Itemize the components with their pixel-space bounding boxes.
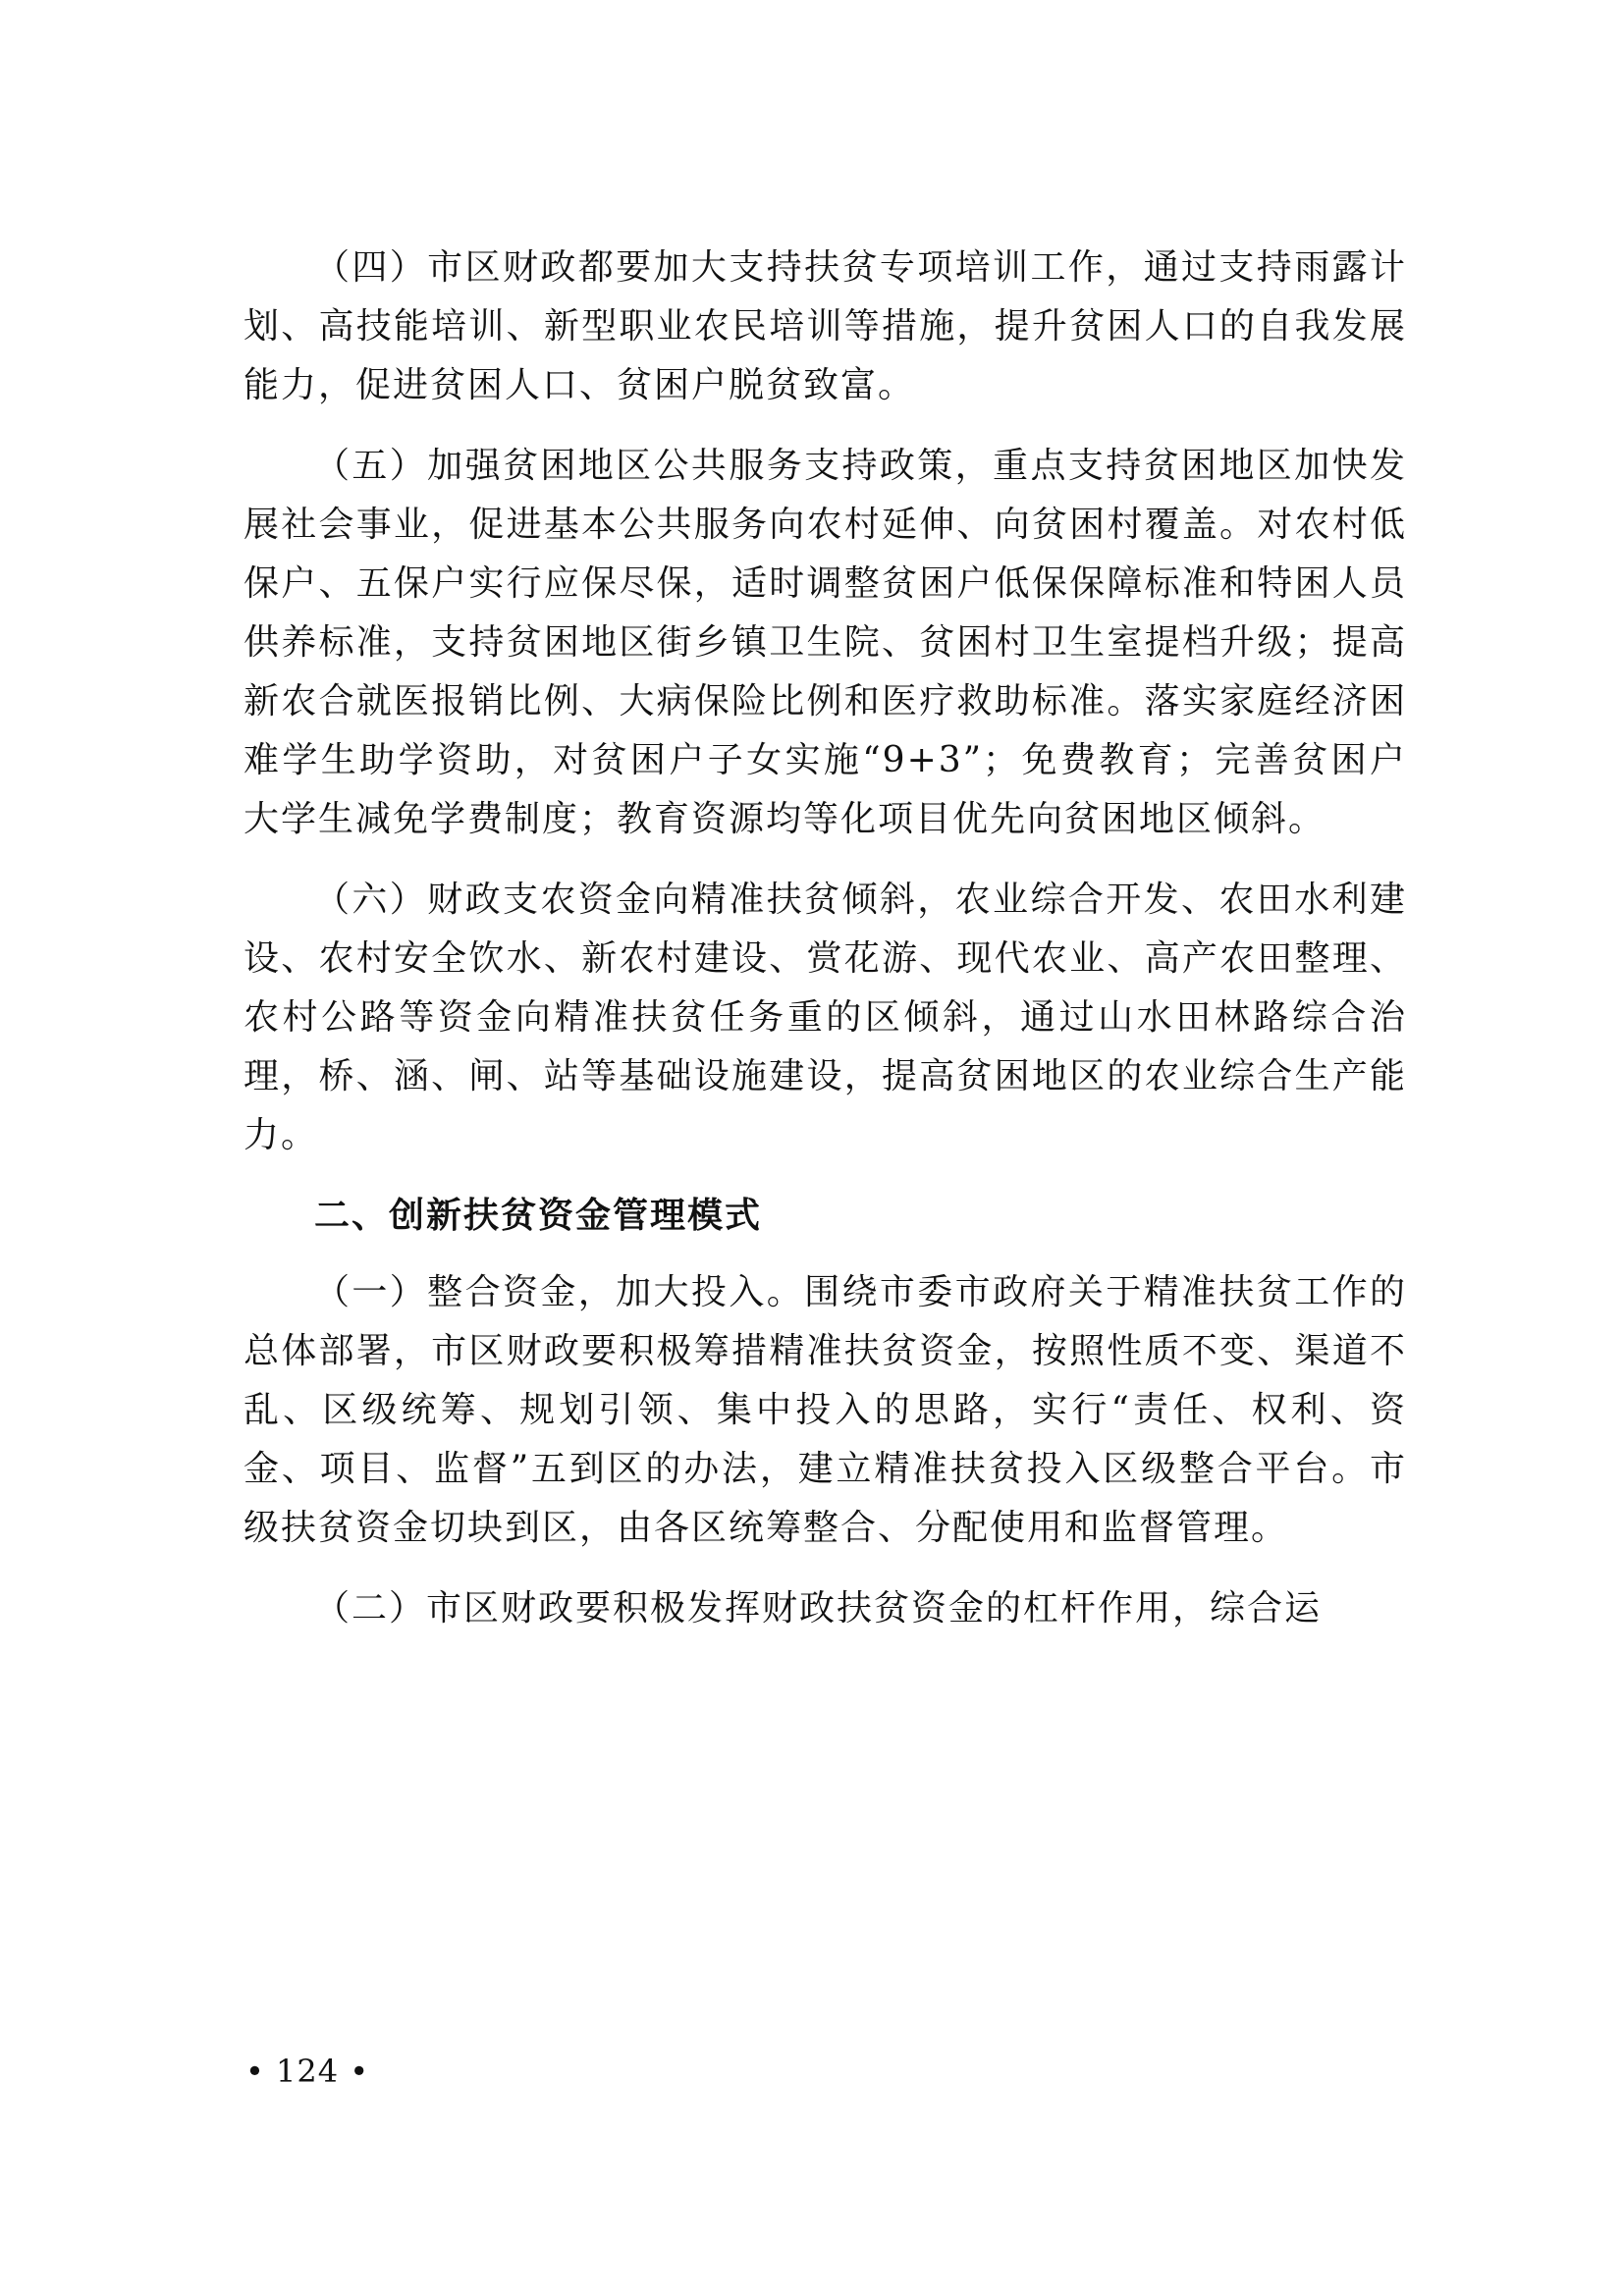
paragraph-agricultural-funds: （六）财政支农资金向精准扶贫倾斜，农业综合开发、农田水利建设、农村安全饮水、新农村建设、赏花游、现代农业、高产农田整理、农村公路等资金向精准扶贫任务重的区倾斜，通过山水田林路综合治理，桥、涵、闸、站等基础设施建设，提高贫困地区的农业综合生产能力。 <box>243 880 1407 1155</box>
document-body <box>243 239 1407 1660</box>
paragraph-training: （四）市区财政都要加大支持扶贫专项培训工作，通过支持雨露计划、高技能培训、新型职业农民培训等措施，提升贫困人口的自我发展能力，促进贫困人口、贫困户脱贫致富。 <box>243 247 1407 405</box>
paragraph-leverage: （二）市区财政要积极发挥财政扶贫资金的杠杆作用，综合运 <box>314 1588 1323 1629</box>
section-heading: 二、创新扶贫资金管理模式 <box>314 1196 763 1236</box>
paragraph-public-services: （五）加强贫困地区公共服务支持政策，重点支持贫困地区加快发展社会事业，促进基本公共服务向农村延伸、向贫困村覆盖。对农村低保户、五保户实行应保尽保，适时调整贫困户低保保障标准和特困人员供养标准，支持贫困地区街乡镇卫生院、贫困村卫生室提档升级；提高新农合就医报销比例、大病保险比例和医疗救助标准。落实家庭经济困难学生助学资助，对贫困户子女实施“9+3”；免费教育；完善贫困户大学生减免学费制度；教育资源均等化项目优先向贫困地区倾斜。 <box>243 446 1407 839</box>
page-number: • 124 • <box>245 2053 370 2090</box>
paragraph-fund-integration: （一）整合资金，加大投入。围绕市委市政府关于精准扶贫工作的总体部署，市区财政要积极筹措精准扶贫资金，按照性质不变、渠道不乱、区级统筹、规划引领、集中投入的思路，实行“责任、权利、资金、项目、监督”五到区的办法，建立精准扶贫投入区级整合平台。市级扶贫资金切块到区，由各区统筹整合、分配使用和监督管理。 <box>243 1272 1407 1548</box>
